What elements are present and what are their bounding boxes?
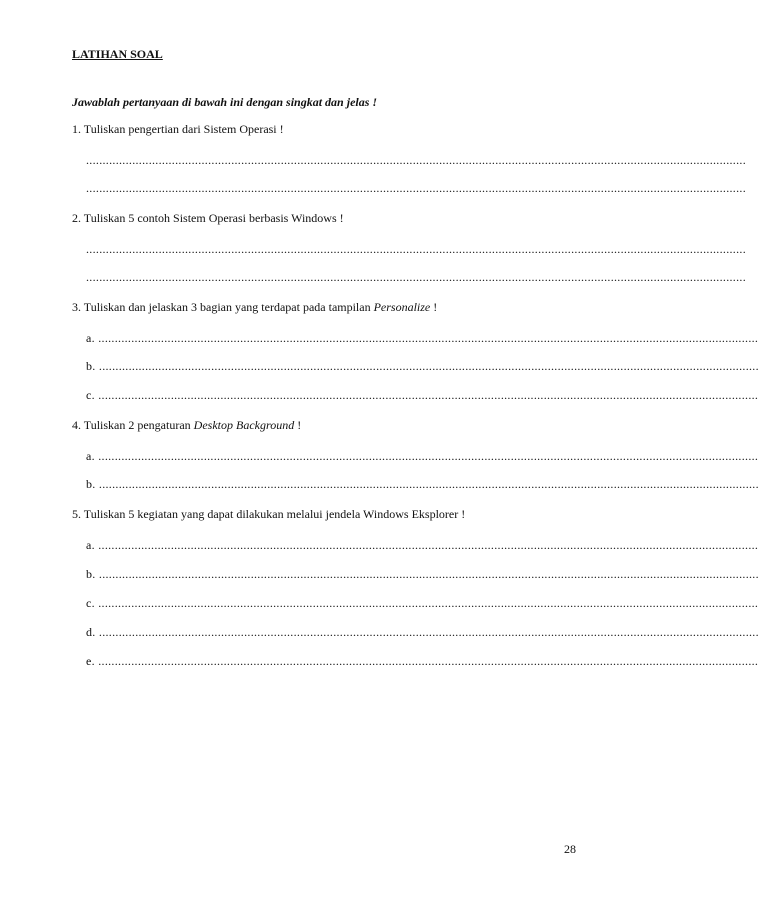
answer-dots: ........................................................................................................................................................................................................: [98, 596, 759, 610]
answer-line[interactable]: [86, 477, 759, 492]
question-1-text: 1. Tuliskan pengertian dari Sistem Operasi !: [72, 122, 284, 136]
answer-line[interactable]: [86, 538, 759, 553]
answer-line[interactable]: [86, 388, 759, 403]
answer-line[interactable]: [86, 270, 746, 285]
question-3-emphasis: Personalize: [373, 300, 431, 314]
answer-line-prefix: c.: [86, 388, 99, 402]
page-number: 28: [564, 842, 576, 856]
question-4: [72, 418, 301, 433]
answer-line[interactable]: [86, 567, 759, 582]
answer-dots: ........................................................................................................................................................................................................: [98, 538, 759, 552]
answer-line-prefix: b.: [86, 567, 99, 581]
answer-dots: ........................................................................................................................................................................................................: [86, 153, 746, 167]
answer-line[interactable]: [86, 242, 746, 257]
answer-dots: ........................................................................................................................................................................................................: [98, 359, 759, 373]
answer-line[interactable]: [86, 359, 759, 374]
question-4-text: 4. Tuliskan 2 pengaturan: [72, 418, 194, 432]
question-3-text: 3. Tuliskan dan jelaskan 3 bagian yang terdapat pada tampilan: [72, 300, 374, 314]
answer-line-prefix: b.: [86, 477, 99, 491]
answer-dots: ........................................................................................................................................................................................................: [98, 331, 759, 345]
answer-dots: ........................................................................................................................................................................................................: [98, 654, 759, 668]
question-3-suffix: !: [430, 300, 438, 314]
answer-line-prefix: d.: [86, 625, 99, 639]
answer-dots: ........................................................................................................................................................................................................: [86, 242, 746, 256]
question-4-suffix: !: [294, 418, 302, 432]
answer-line-prefix: a.: [86, 331, 99, 345]
answer-dots: ........................................................................................................................................................................................................: [98, 567, 759, 581]
answer-line-prefix: e.: [86, 654, 99, 668]
answer-line[interactable]: [86, 625, 759, 640]
answer-dots: ........................................................................................................................................................................................................: [98, 477, 759, 491]
answer-line-prefix: b.: [86, 359, 99, 373]
answer-line[interactable]: [86, 181, 746, 196]
answer-line[interactable]: [86, 331, 759, 346]
answer-line-prefix: a.: [86, 538, 99, 552]
answer-dots: ........................................................................................................................................................................................................: [86, 181, 746, 195]
answer-line[interactable]: [86, 654, 759, 669]
answer-dots: ........................................................................................................................................................................................................: [98, 388, 759, 402]
instruction-text: Jawablah pertanyaan di bawah ini dengan singkat dan jelas !: [72, 95, 378, 109]
answer-line-prefix: a.: [86, 449, 99, 463]
question-2-text: 2. Tuliskan 5 contoh Sistem Operasi berbasis Windows !: [72, 211, 344, 225]
answer-line[interactable]: [86, 449, 759, 464]
question-5: [72, 507, 465, 522]
answer-dots: ........................................................................................................................................................................................................: [86, 270, 746, 284]
answer-line-prefix: c.: [86, 596, 99, 610]
question-1: [72, 122, 284, 137]
answer-dots: ........................................................................................................................................................................................................: [98, 625, 759, 639]
question-5-text: 5. Tuliskan 5 kegiatan yang dapat dilakukan melalui jendela Windows Eksplorer !: [72, 507, 466, 521]
page-title: LATIHAN SOAL: [72, 47, 163, 61]
answer-dots: ........................................................................................................................................................................................................: [98, 449, 759, 463]
answer-line[interactable]: [86, 153, 746, 168]
question-4-emphasis: Desktop Background: [193, 418, 295, 432]
question-2: [72, 211, 344, 226]
answer-line[interactable]: [86, 596, 759, 611]
question-3: [72, 300, 437, 315]
